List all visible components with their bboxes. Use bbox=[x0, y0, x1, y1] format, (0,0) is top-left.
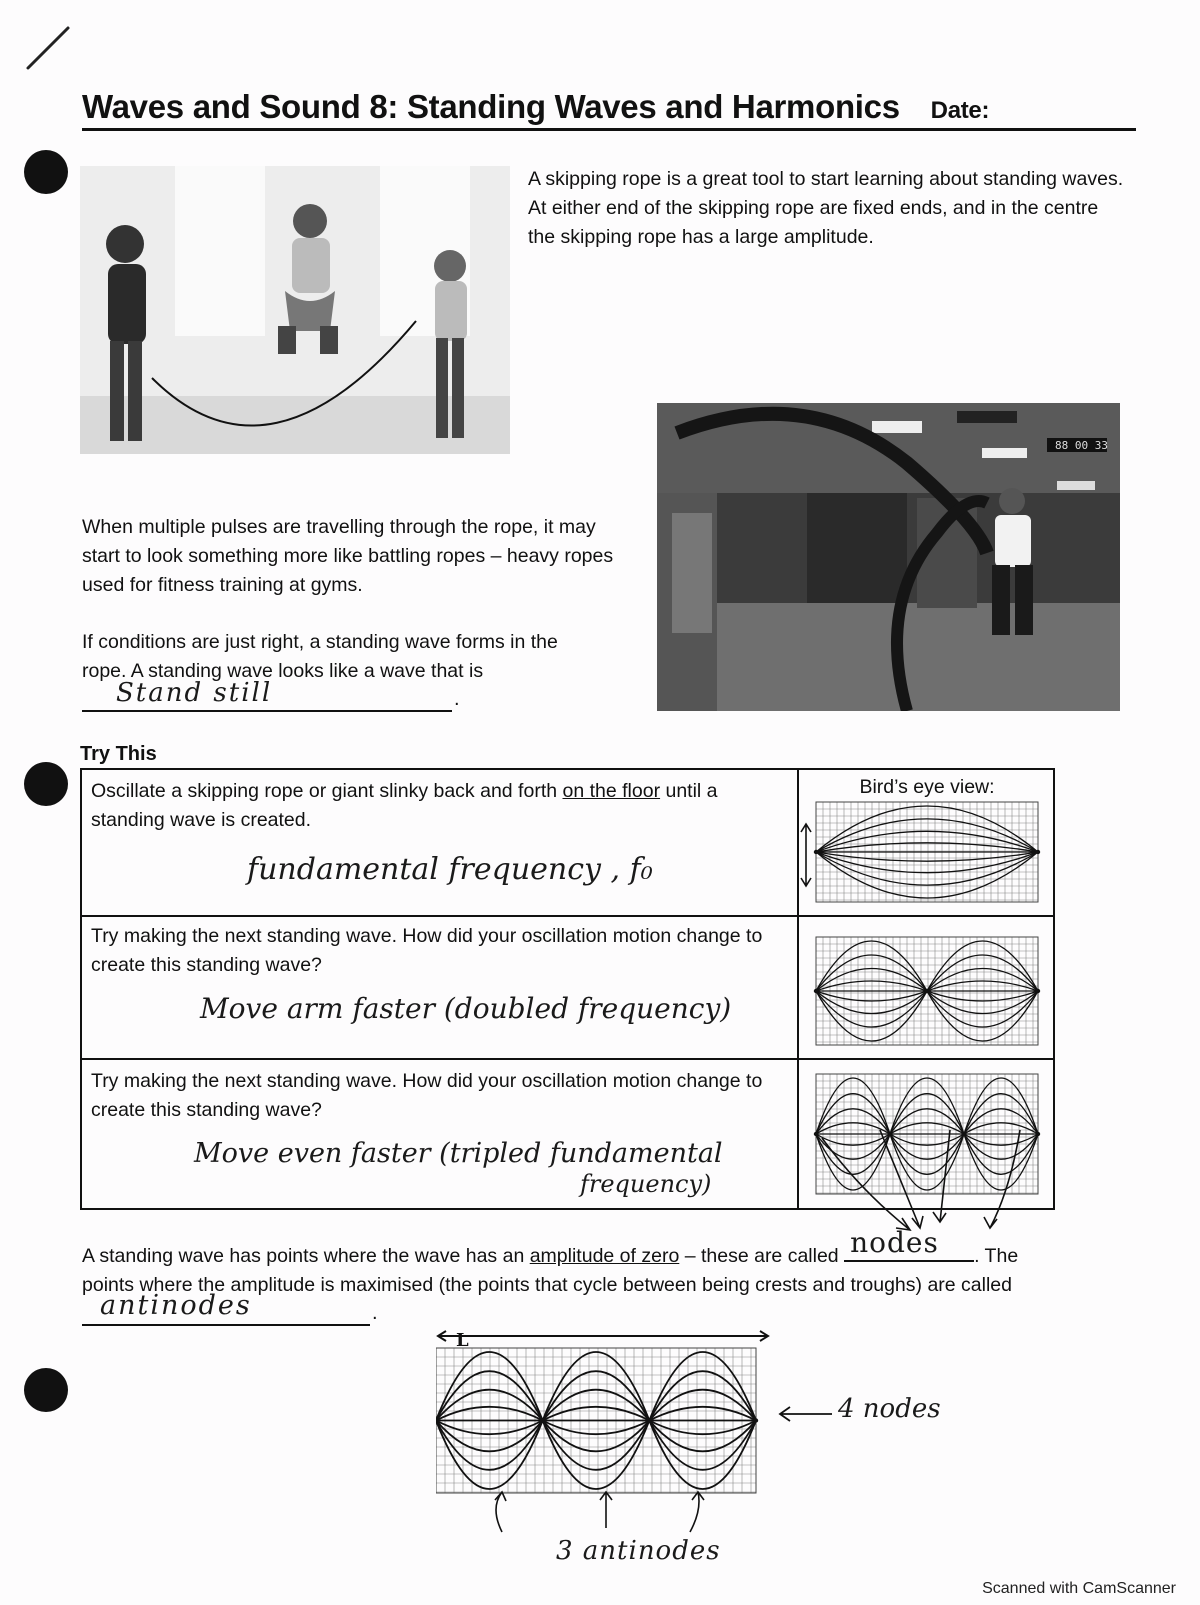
oscillation-arrow-icon bbox=[799, 820, 813, 890]
skipping-rope-photo bbox=[80, 166, 510, 454]
node-point bbox=[540, 1418, 544, 1422]
node-pointer-arrows bbox=[820, 1120, 1040, 1240]
node-point bbox=[814, 1132, 818, 1136]
row-1-prompt-b: until a standing wave is created. bbox=[91, 780, 718, 831]
wave-grid-second-harmonic bbox=[812, 935, 1042, 1047]
antinodes-period: . bbox=[372, 1302, 378, 1324]
nodes-answer: nodes bbox=[850, 1226, 939, 1259]
node-point bbox=[1036, 850, 1040, 854]
pen-stroke-mark bbox=[20, 20, 80, 80]
node-point bbox=[647, 1418, 651, 1422]
node-point bbox=[754, 1418, 758, 1422]
try-this-heading: Try This bbox=[80, 743, 157, 765]
standing-line-1: If conditions are just right, a standing wave forms in the bbox=[82, 631, 558, 653]
date-label: Date: bbox=[930, 97, 990, 124]
nodes-post: . The bbox=[974, 1245, 1019, 1267]
wave-curve bbox=[436, 1352, 756, 1421]
length-label: L bbox=[456, 1330, 469, 1351]
binder-hole-bottom bbox=[24, 1368, 68, 1412]
node-point bbox=[925, 989, 929, 993]
wave-curve bbox=[436, 1421, 756, 1490]
row-3-answer-line-2: frequency) bbox=[580, 1170, 712, 1198]
nodes-answer-blank bbox=[844, 1226, 974, 1262]
gym-clock-display: 88 00 33 bbox=[1055, 439, 1108, 452]
harmonic-diagram bbox=[436, 1330, 776, 1505]
nodes-line-1 bbox=[82, 1226, 1142, 1271]
standing-line-2: rope. A standing wave looks like a wave that is bbox=[82, 660, 484, 682]
scanner-footer: Scanned with CamScanner bbox=[982, 1580, 1176, 1597]
standing-answer-blank bbox=[82, 680, 452, 712]
battling-ropes-paragraph: When multiple pulses are travelling through the rope, it may start to look something more like battling ropes – heavy ropes used for fitness training at gyms. bbox=[82, 516, 614, 596]
battling-ropes-photo bbox=[657, 403, 1120, 711]
row-1-prompt bbox=[91, 777, 781, 835]
intro-paragraph: A skipping rope is a great tool to start learning about standing waves. At either end of the skipping rope are fixed ends, and in the centre the skipping rope has a large amplitude. bbox=[528, 168, 1124, 248]
table-divider-row-1 bbox=[82, 915, 1053, 917]
standing-period: . bbox=[454, 688, 460, 710]
wave-curve bbox=[436, 1421, 756, 1470]
nodes-pre: A standing wave has points where the wave has an bbox=[82, 1245, 530, 1267]
row-1-prompt-underlined: on the floor bbox=[562, 780, 661, 802]
birds-eye-label: Bird’s eye view: bbox=[859, 776, 995, 798]
node-point bbox=[1036, 989, 1040, 993]
node-point bbox=[814, 989, 818, 993]
nodes-mid: – these are called bbox=[679, 1245, 845, 1267]
row-1-prompt-a: Oscillate a skipping rope or giant slinky back and forth bbox=[91, 780, 563, 802]
wave-curve bbox=[436, 1407, 756, 1421]
wave-curve bbox=[436, 1421, 756, 1435]
row-2-answer: Move arm faster (doubled frequency) bbox=[200, 992, 732, 1025]
length-arrow bbox=[438, 1331, 768, 1341]
wave-curve bbox=[436, 1371, 756, 1420]
node-point bbox=[814, 850, 818, 854]
table-divider-row-2 bbox=[82, 1058, 1053, 1060]
nodes-line-2: points where the amplitude is maximised (the points that cycle between being crests and troughs) are called bbox=[82, 1274, 1012, 1296]
antinodes-answer: antinodes bbox=[100, 1290, 252, 1321]
wave-grid-fundamental bbox=[812, 800, 1042, 904]
binder-hole-top bbox=[24, 150, 68, 194]
title-text: Waves and Sound 8: Standing Waves and Harmonics bbox=[82, 88, 900, 125]
row-2-prompt: Try making the next standing wave. How did your oscillation motion change to create this standing wave? bbox=[91, 925, 763, 976]
nodes-underlined: amplitude of zero bbox=[529, 1245, 680, 1267]
row-1-answer: fundamental frequency , f₀ bbox=[247, 852, 653, 887]
row-3-prompt: Try making the next standing wave. How did your oscillation motion change to create this standing wave? bbox=[91, 1070, 763, 1121]
nodes-note: 4 nodes bbox=[838, 1394, 941, 1424]
wave-curve bbox=[436, 1390, 756, 1421]
binder-hole-middle bbox=[24, 762, 68, 806]
antinodes-note: 3 antinodes bbox=[556, 1536, 721, 1566]
antinodes-answer-blank bbox=[82, 1290, 370, 1326]
page-title bbox=[82, 88, 1136, 131]
standing-answer: Stand still bbox=[116, 678, 273, 708]
nodes-note-arrow-icon bbox=[774, 1404, 834, 1424]
row-3-answer-line-1: Move even faster (tripled fundamental bbox=[194, 1138, 723, 1169]
